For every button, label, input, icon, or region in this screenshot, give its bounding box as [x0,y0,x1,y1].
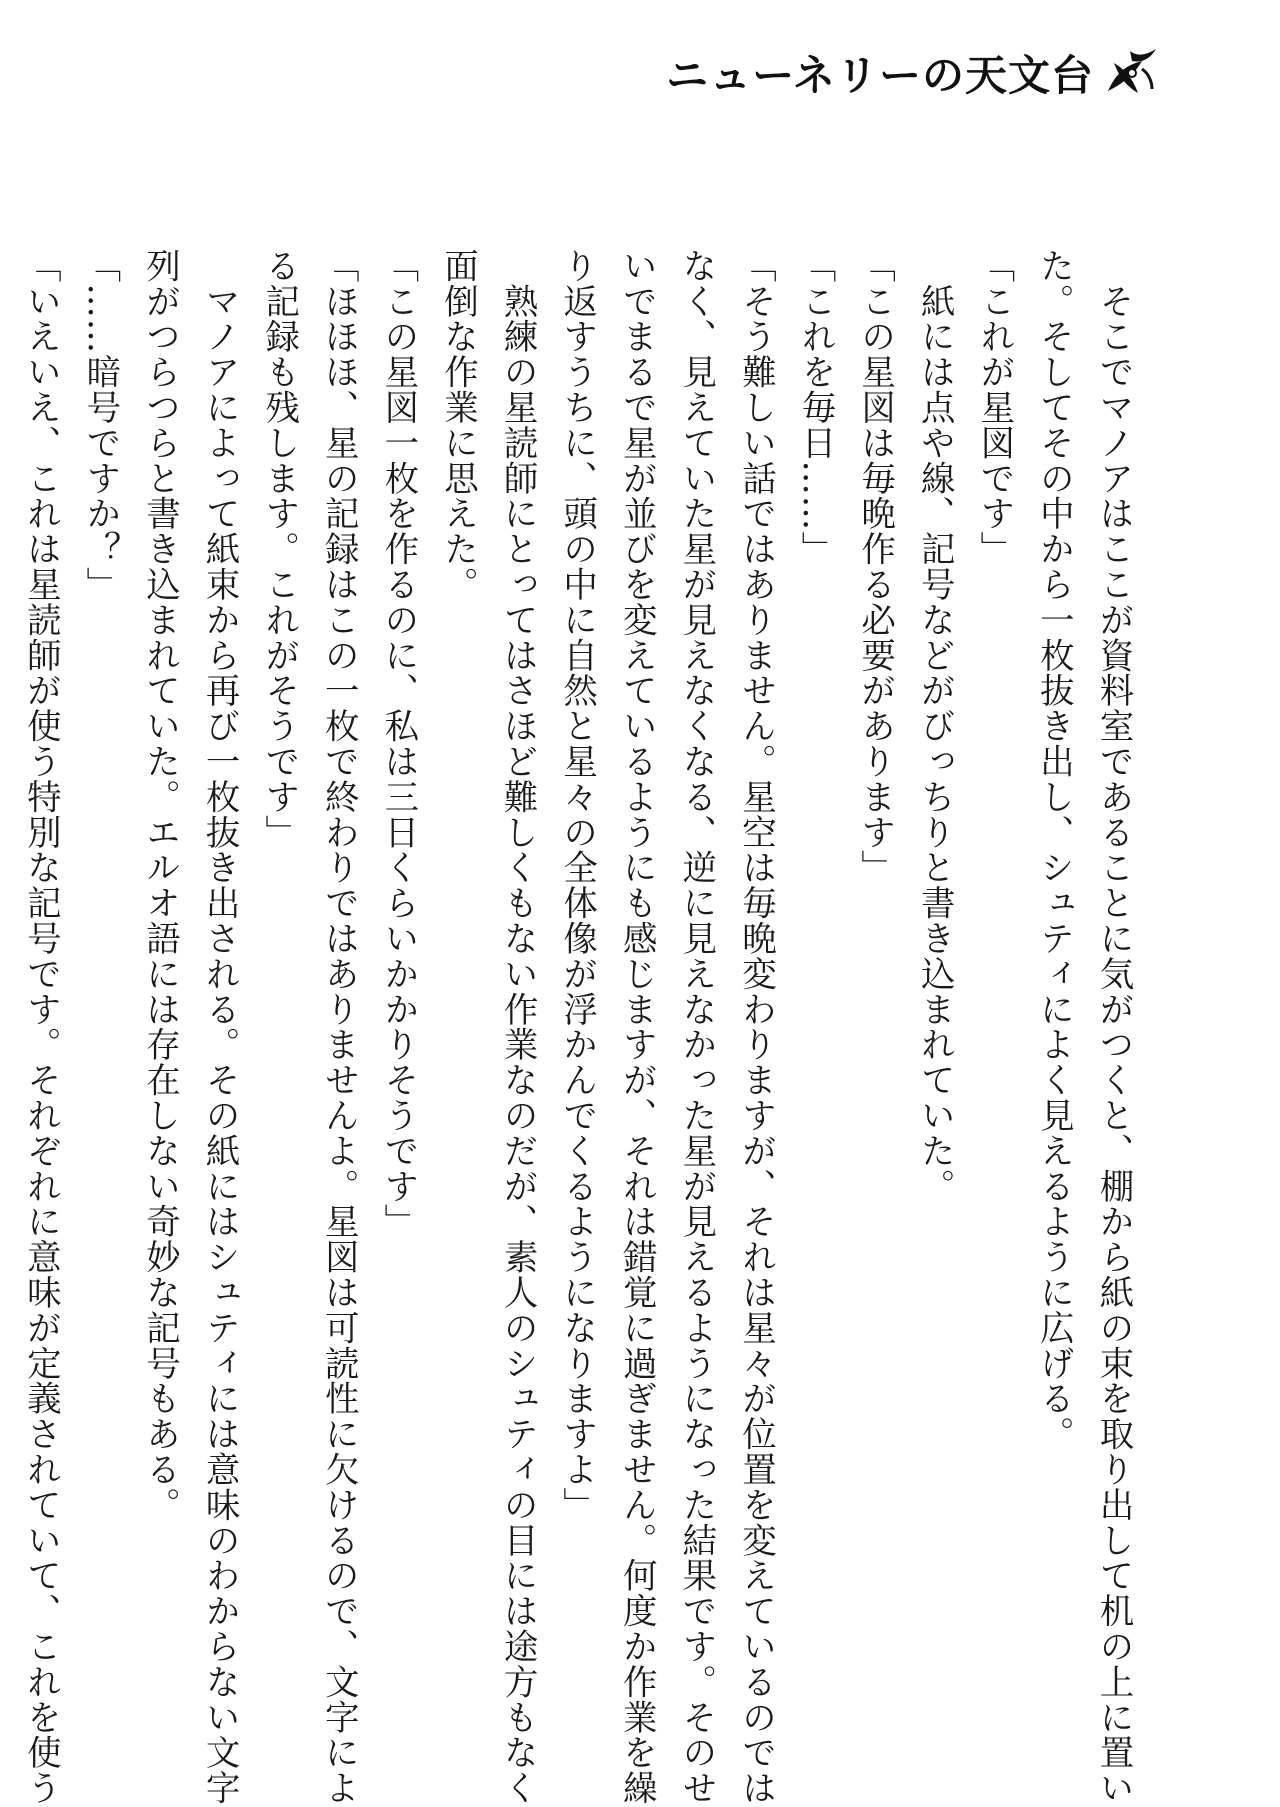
text-line: り返すうちに、頭の中に自然と星々の全体像が浮かんでくるようになりますよ」 [556,248,597,1523]
text-line: る記録も残します。これがそうです」 [258,248,299,850]
leaf-flourish-icon [1102,43,1162,103]
text-line: 列がつらつらと書き込まれていた。エルオ語には存在しない奇妙な記号もある。 [139,248,180,1523]
text-line: た。そしてその中から一枚抜き出し、シュティによく見えるように広げる。 [1033,248,1074,1452]
text-line: 「この星図は毎晩作る必要があります」 [854,248,895,886]
text-line: 熟練の星読師にとってはさほど難しくもない作業なのだが、素人のシュティの目には途方もなく [497,248,538,1806]
text-line: 紙には点や線、記号などがびっちりと書き込まれていた。 [914,248,955,1204]
text-line: 「……暗号ですか？」 [79,248,120,602]
text-line: マノアによって紙束から再び一枚抜き出される。その紙にはシュティには意味のわからない文字 [199,248,240,1806]
book-title: ニューネリーの天文台 [666,51,1094,100]
text-line: 「これが星図です」 [973,248,1014,567]
text-line: そこでマノアはここが資料室であることに気がつくと、棚から紙の束を取り出して机の上に置い [1093,248,1133,1806]
running-header [666,38,1162,108]
text-line: 「この星図一枚を作るのに、私は三日くらいかかりそうです」 [377,248,418,1240]
text-line: 「これを毎日……」 [795,248,836,567]
text-line: いでまるで星が並びを変えているようにも感じますが、それは錯覚に過ぎません。何度か作業を繰 [616,248,657,1806]
text-line: 「いえいえ、これは星読師が使う特別な記号です。それぞれに意味が定義されていて、これを使う [20,248,61,1806]
text-line: なく、見えていた星が見えなくなる、逆に見えなかった星が見えるようになった結果です。そのせ [675,248,716,1806]
vertical-body-text [10,248,1142,1806]
text-line: 面倒な作業に思えた。 [437,248,478,602]
text-line: 「そう難しい話ではありません。星空は毎晩変わりますが、それは星々が位置を変えているのでは [735,248,776,1806]
text-line: 「ほほほ、星の記録はこの一枚で終わりではありませんよ。星図は可読性に欠けるので、文字によ [318,248,359,1806]
